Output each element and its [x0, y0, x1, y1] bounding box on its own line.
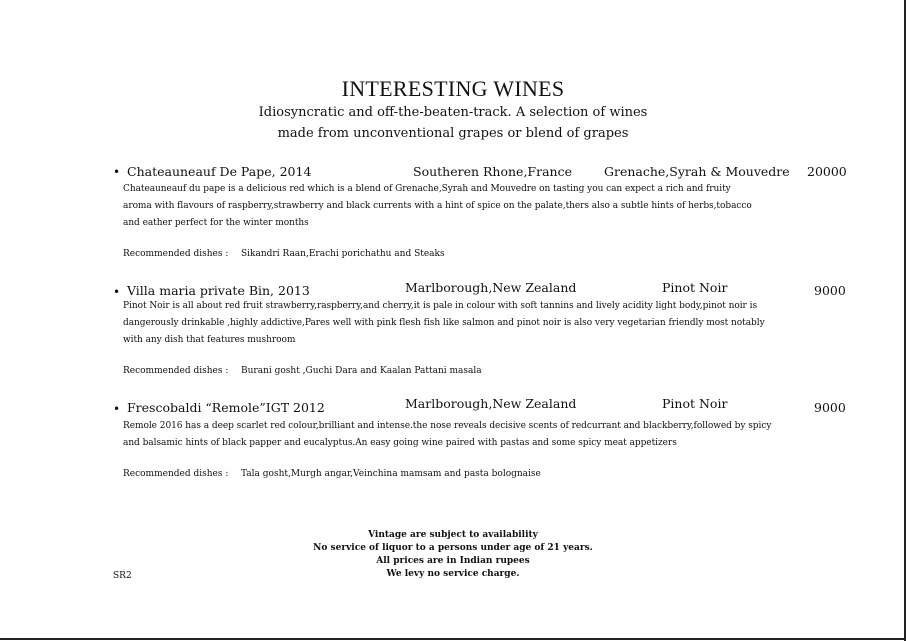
wine-region: Marlborough,New Zealand — [405, 280, 577, 295]
recommended-value: Burani gosht ,Guchi Dara and Kaalan Pattani masala — [241, 366, 482, 376]
subtitle-line: Idiosyncratic and off-the-beaten-track. A selection of wines — [258, 105, 648, 120]
recommended-label: Recommended dishes : — [123, 469, 229, 479]
recommended-value: Tala gosht,Murgh angar,Veinchina mamsam and pasta bolognaise — [241, 469, 541, 479]
footer-line: Vintage are subject to availability — [368, 530, 538, 540]
description-line: and eather perfect for the winter months — [123, 218, 309, 228]
recommended-dishes — [123, 366, 482, 376]
wine-region: Southeren Rhone,France — [413, 164, 572, 179]
wine-description — [123, 418, 823, 452]
description-line: with any dish that features mushroom — [123, 335, 296, 345]
recommended-dishes — [123, 249, 445, 259]
recommended-label: Recommended dishes : — [123, 249, 229, 259]
footer-line: No service of liquor to a persons under age of 21 years. — [313, 543, 593, 553]
wine-region: Marlborough,New Zealand — [405, 396, 577, 411]
page-code: SR2 — [113, 571, 132, 581]
subtitle-line: made from unconventional grapes or blend of grapes — [277, 126, 629, 141]
footer-notes — [0, 529, 906, 581]
bullet-icon: • — [113, 285, 121, 299]
footer-line: All prices are in Indian rupees — [376, 556, 530, 566]
description-line: Chateauneauf du pape is a delicious red which is a blend of Grenache,Syrah and Mouvedre on tasting you can expect a rich and fruity — [123, 184, 731, 194]
wine-price: 9000 — [814, 283, 846, 298]
wine-description — [123, 298, 823, 349]
wine-grape: Pinot Noir — [662, 396, 728, 411]
wine-name: Frescobaldi “Remole”IGT 2012 — [127, 400, 325, 415]
wine-grape: Pinot Noir — [662, 280, 728, 295]
recommended-value: Sikandri Raan,Erachi porichathu and Steaks — [241, 249, 445, 259]
description-line: Remole 2016 has a deep scarlet red colour,brilliant and intense.the nose reveals decisive scents of redcurrant and blackberry,followed by spicy — [123, 421, 772, 431]
recommended-dishes — [123, 469, 541, 479]
wine-grape: Grenache,Syrah & Mouvedre — [604, 164, 790, 179]
wine-name: Villa maria private Bin, 2013 — [127, 283, 310, 298]
description-line: and balsamic hints of black papper and eucalyptus.An easy going wine paired with pastas and some spicy meat appetizers — [123, 438, 677, 448]
page-title: INTERESTING WINES — [341, 76, 565, 101]
description-line: Pinot Noir is all about red fruit strawberry,raspberry,and cherry,it is pale in colour with soft tannins and lively acidity light body,pinot noir is — [123, 301, 758, 311]
page-border-bottom — [0, 638, 906, 640]
description-line: dangerously drinkable ,highly addictive,Pares well with pink flesh fish like salmon and pinot noir is also very vegetarian friendly most notably — [123, 318, 765, 328]
description-line: aroma with flavours of raspberry,strawberry and black currents with a hint of spice on the palate,thers also a subtle hints of herbs,tobacco — [123, 201, 752, 211]
bullet-icon: • — [113, 165, 121, 179]
bullet-icon: • — [113, 402, 121, 416]
wine-price: 9000 — [814, 400, 846, 415]
recommended-label: Recommended dishes : — [123, 366, 229, 376]
wine-description — [123, 181, 823, 232]
wine-name: Chateauneauf De Pape, 2014 — [127, 164, 312, 179]
footer-line: We levy no service charge. — [386, 569, 520, 579]
wine-price: 20000 — [807, 164, 847, 179]
page-subtitle — [0, 102, 906, 144]
